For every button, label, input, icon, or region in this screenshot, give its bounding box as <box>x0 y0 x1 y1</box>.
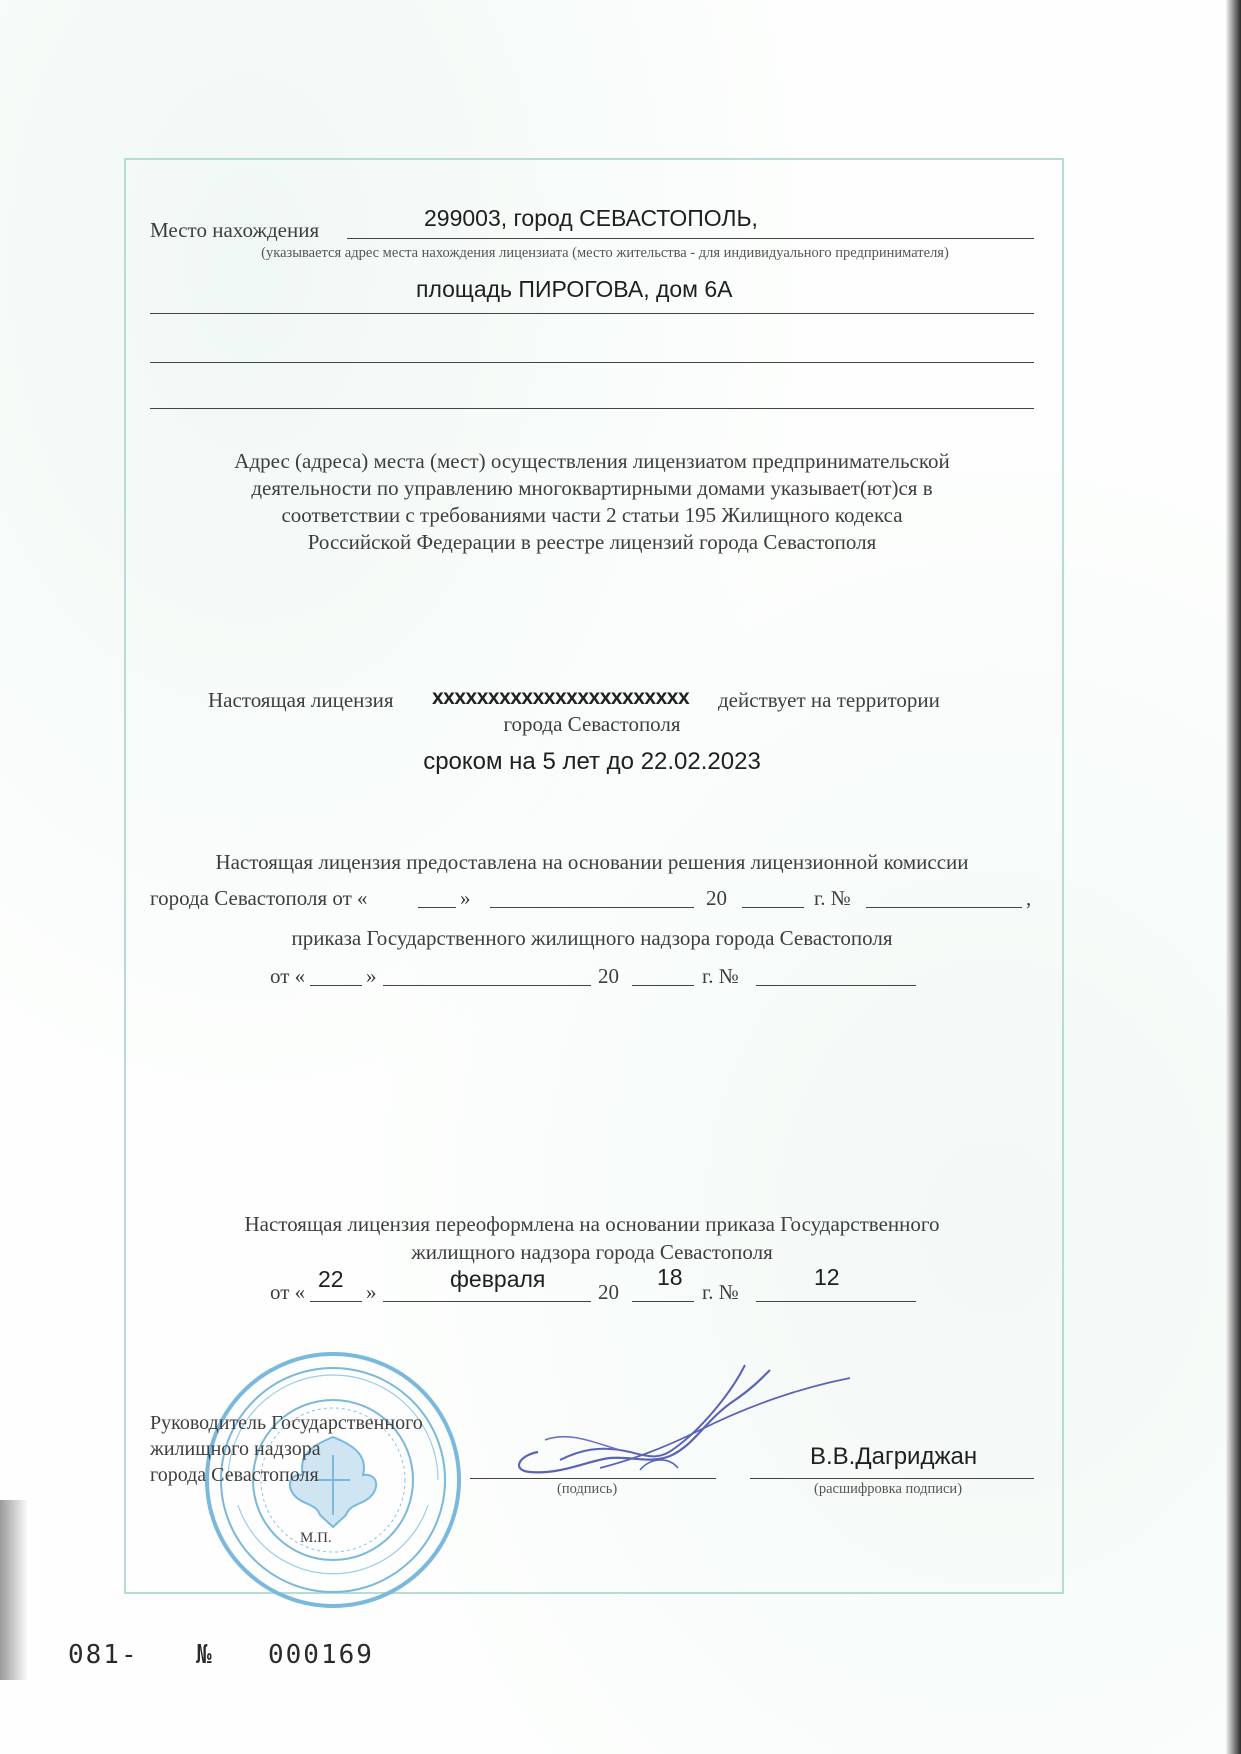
location-label: Место нахождения <box>150 218 320 242</box>
signature-hint: (подпись) <box>557 1481 618 1497</box>
reissue-day-line <box>310 1301 362 1302</box>
basis2-day-line <box>310 985 362 986</box>
reissue-line-1: Настоящая лицензия переоформлена на основании приказа Государственного <box>244 1212 940 1236</box>
basis-quote: » <box>460 886 471 910</box>
basis-number-line <box>866 907 1022 908</box>
address-note-line: деятельности по управлению многоквартирными домами указывает(ют)ся в <box>251 476 933 500</box>
basis2-no: г. № <box>702 964 739 988</box>
basis-year-line <box>742 907 804 908</box>
validity-term: сроком на 5 лет до 22.02.2023 <box>423 748 761 775</box>
address-note <box>150 448 1034 556</box>
seal-place-label: М.П. <box>300 1530 332 1546</box>
decode-hint: (расшифровка подписи) <box>814 1481 963 1497</box>
reissue-quote: » <box>366 1280 377 1304</box>
reissue-20: 20 <box>598 1280 619 1304</box>
address-line-2 <box>150 362 1034 363</box>
signer-position <box>150 1410 423 1488</box>
validity-end: действует на территории <box>718 688 940 712</box>
signer-name: В.В.Дагриджан <box>810 1443 978 1470</box>
validity-mask: xxxxxxxxxxxxxxxxxxxxxxx <box>432 686 690 709</box>
basis-day-line <box>418 907 456 908</box>
reissue-day: 22 <box>318 1266 344 1292</box>
basis2-year-line <box>632 985 694 986</box>
address-line-3 <box>150 408 1034 409</box>
location-underline <box>347 238 1034 239</box>
basis2-month-line <box>383 985 591 986</box>
signer-position-line: города Севастополя <box>150 1464 319 1486</box>
address-note-line: Российской Федерации в реестре лицензий города Севастополя <box>307 530 877 554</box>
basis-no: г. № <box>814 886 851 910</box>
basis2-number-line <box>756 985 916 986</box>
basis2-quote: » <box>366 964 377 988</box>
reissue-month: февраля <box>450 1266 546 1292</box>
basis-20: 20 <box>706 886 727 910</box>
basis2-20: 20 <box>598 964 619 988</box>
reissue-month-line <box>383 1301 591 1302</box>
reissue-no: г. № <box>702 1280 739 1304</box>
validity-territory: города Севастополя <box>503 712 681 736</box>
basis-ot: от « <box>270 964 306 988</box>
basis-comma: , <box>1026 886 1032 910</box>
number-sign: № <box>196 1640 214 1670</box>
reissue-year: 18 <box>657 1264 683 1290</box>
reissue-line-2: жилищного надзора города Севастополя <box>411 1240 773 1264</box>
basis-line-3: приказа Государственного жилищного надзора города Севастополя <box>291 926 893 950</box>
handwritten-signature <box>500 1360 880 1510</box>
reissue-number: 12 <box>814 1264 840 1290</box>
reissue-ot: от « <box>270 1280 306 1304</box>
address-note-line: Адрес (адреса) места (мест) осуществления лицензиатом предпринимательской <box>234 449 950 473</box>
basis-city: города Севастополя от « <box>150 886 368 910</box>
address-note-line: соответствии с требованиями части 2 статьи 195 Жилищного кодекса <box>281 503 903 527</box>
reissue-number-line <box>756 1301 916 1302</box>
reissue-year-line <box>632 1301 694 1302</box>
address-line-1 <box>150 313 1034 314</box>
scan-shadow <box>0 1500 28 1680</box>
basis-line-1: Настоящая лицензия предоставлена на основании решения лицензионной комиссии <box>215 850 969 874</box>
location-value: 299003, город СЕВАСТОПОЛЬ, <box>424 205 758 231</box>
location-value-2: площадь ПИРОГОВА, дом 6А <box>416 276 733 302</box>
form-number: 000169 <box>268 1640 374 1670</box>
location-hint: (указывается адрес места нахождения лицензиата (место жительства - для индивидуального предпринимателя) <box>261 245 949 261</box>
signer-position-line: жилищного надзора <box>150 1438 321 1460</box>
basis-month-line <box>490 907 694 908</box>
form-series: 081- <box>68 1640 139 1670</box>
scan-edge <box>1226 0 1241 1754</box>
signer-position-line: Руководитель Государственного <box>150 1412 423 1434</box>
validity-start: Настоящая лицензия <box>208 688 394 712</box>
